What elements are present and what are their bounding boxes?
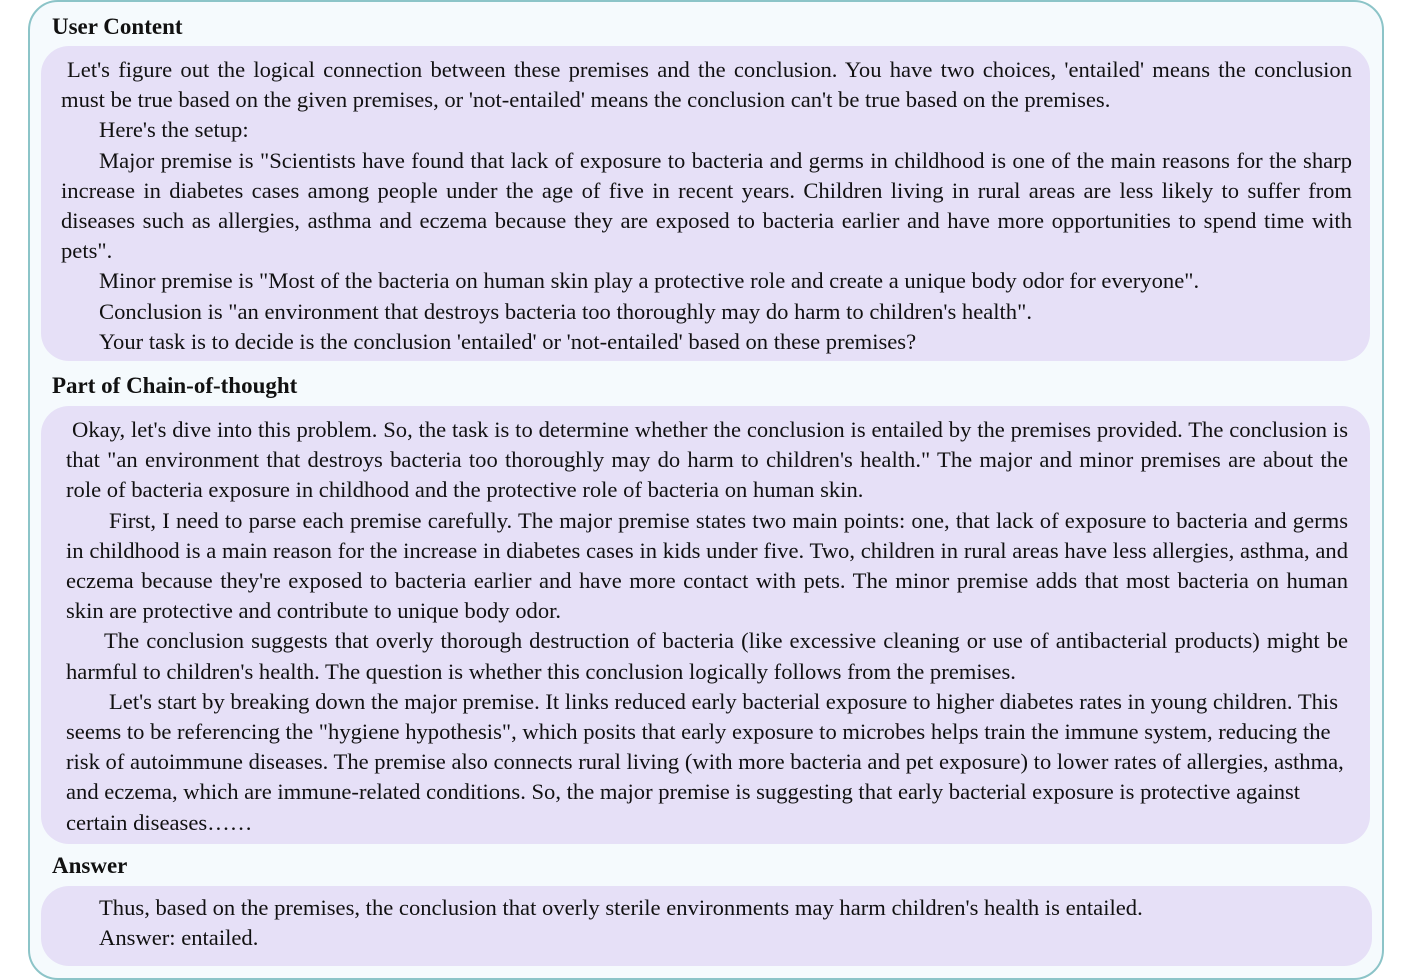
cot-paragraph-1: Okay, let's dive into this problem. So, the task is to determine whether the conclusion is entailed by the premises provided. The conclusion is that "an environment that destroys bacteria too thoroughly may do harm to children's health." The major and minor premises are about the role of bacteria exposure in childhood and the protective role of bacteria on human skin. — [66, 417, 1348, 503]
answer-paragraph-final: Answer: entailed. — [99, 925, 259, 951]
section-title-user-content: User Content — [52, 14, 183, 39]
answer-paragraph-summary: Thus, based on the premises, the conclusion that overly sterile environments may harm children's health is entailed. — [99, 895, 1143, 920]
user-paragraph-setup: Here's the setup: — [99, 117, 249, 143]
user-paragraph-task: Your task is to decide is the conclusion 'entailed' or 'not-entailed' based on these premises? — [99, 328, 917, 354]
cot-paragraph-3: The conclusion suggests that overly thorough destruction of bacteria (like excessive cleaning or use of antibacterial products) might be harmful to children's health. The question is whether this conclusion logically follows from the premises. — [66, 628, 1348, 684]
user-content-bubble — [41, 46, 1370, 361]
chain-of-thought-bubble — [41, 406, 1370, 844]
user-paragraph-minor-premise: Minor premise is "Most of the bacteria on human skin play a protective role and create a unique body odor for everyone". — [99, 268, 1200, 294]
cot-paragraph-4: Let's start by breaking down the major premise. It links reduced early bacterial exposure to higher diabetes rates in young children. This seems to be referencing the "hygiene hypothesis", which posits that early exposure to microbes helps train the immune system, reducing the risk of autoimmune diseases. The premise also connects rural living (with more bacteria and pet exposure) to lower rates of allergies, asthma, and eczema, which are immune-related conditions. So, the major premise is suggesting that early bacterial exposure is protective against certain diseases…… — [66, 688, 1344, 835]
user-paragraph-intro: Let's figure out the logical connection between these premises and the conclusion. You have two choices, 'entailed' means the conclusion must be true based on the given premises, or 'not-entailed' means the conclusion can't be true based on the premises. — [61, 57, 1352, 113]
answer-bubble — [41, 886, 1372, 966]
cot-paragraph-2: First, I need to parse each premise carefully. The major premise states two main points: one, that lack of exposure to bacteria and germs in childhood is a main reason for the increase in diabetes cases in kids under five. Two, children in rural areas have less allergies, asthma, and eczema because they're exposed to bacteria earlier and have more contact with pets. The minor premise adds that most bacteria on human skin are protective and contribute to unique body odor. — [66, 507, 1348, 624]
section-title-chain-of-thought: Part of Chain-of-thought — [52, 373, 298, 398]
user-paragraph-major-premise: Major premise is "Scientists have found that lack of exposure to bacteria and germs in childhood is one of the main reasons for the sharp increase in diabetes cases among people under the age of five in recent years. Children living in rural areas are less likely to suffer from diseases such as allergies, asthma and eczema because they are exposed to bacteria earlier and have more opportunities to spend time with pets". — [61, 147, 1352, 264]
section-title-answer: Answer — [52, 853, 128, 878]
user-paragraph-conclusion: Conclusion is "an environment that destroys bacteria too thoroughly may do harm to children's health". — [99, 298, 1032, 324]
